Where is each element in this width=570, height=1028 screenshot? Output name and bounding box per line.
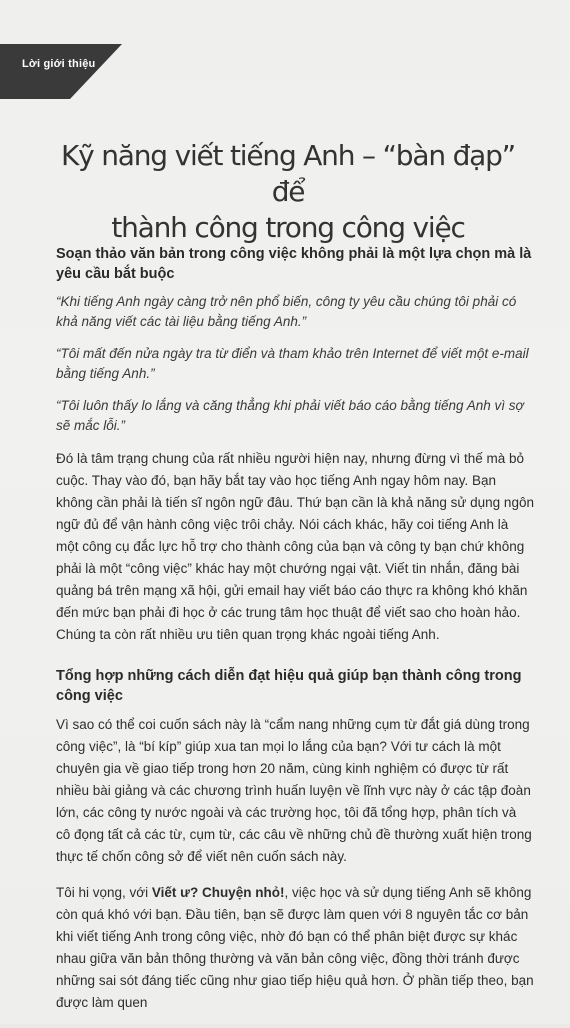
closing-text-before: Tôi hi vọng, với [56,885,152,900]
body-paragraph-2: Vì sao có thể coi cuốn sách này là “cẩm nang những cụm từ đắt giá dùng trong công việc”, là “bí kíp” giúp xua tan mọi lo lắng của bạn? Với tư cách là một chuyên gia về giao tiếp trong hơn 20 năm, cùng kinh nghiệm có được từ rất nhiều bài giảng và các chương trình huấn luyện về lĩnh vực này ở các tập đoàn lớn, các công ty nước ngoài và các trường học, tôi đã tổng hợp, phân tích và cô đọng tất cả các từ, cụm từ, các câu về những chủ đề thường xuất hiện trong thực tế chốn công sở để viết nên cuốn sách này. [56,717,532,864]
body-paragraph-3 [56,882,534,1014]
closing-text-after: , việc học và sử dụng tiếng Anh sẽ không còn quá khó với bạn. Đầu tiên, bạn sẽ được làm quen với 8 nguyên tắc cơ bản khi viết tiếng Anh trong công việc, nhờ đó bạn có thể phân biệt được sự khác nhau giữa văn bản thông thường và văn bản công việc, đồng thời tránh được những sai sót đáng tiếc cũng như giao tiếp hiệu quả hơn. Ở phần tiếp theo, bạn được làm quen [56,885,534,1010]
quote-2: “Tôi mất đến nửa ngày tra từ điển và tham khảo trên Internet để viết một e-mail bằng tiếng Anh.” [56,346,529,381]
chapter-title [60,138,516,246]
section-tab-label: Lời giới thiệu [22,58,96,70]
quote-3: “Tôi luôn thấy lo lắng và căng thẳng khi phải viết báo cáo bằng tiếng Anh vì sợ sẽ mắc lỗi.” [56,398,524,433]
section-tab [0,44,122,99]
chapter-title-line-1: Kỹ năng viết tiếng Anh – “bàn đạp” để [61,139,515,208]
section-tab-shape [0,44,122,99]
page-content [56,244,534,1028]
quote-1: “Khi tiếng Anh ngày càng trở nên phổ biến, công ty yêu cầu chúng tôi phải có khả năng viết các tài liệu bằng tiếng Anh.” [56,294,517,329]
chapter-title-line-2: thành công trong công việc [111,211,465,244]
book-title: Viết ư? Chuyện nhỏ! [151,885,285,900]
section-heading-2: Tổng hợp những cách diễn đạt hiệu quả giúp bạn thành công trong công việc [56,668,522,704]
body-paragraph-1: Đó là tâm trạng chung của rất nhiều người hiện nay, nhưng đừng vì thế mà bỏ cuộc. Thay vào đó, bạn hãy bắt tay vào học tiếng Anh ngay hôm nay. Bạn không cần phải là tiến sĩ ngôn ngữ đâu. Thứ bạn cần là khả năng sử dụng ngôn ngữ đủ để vận hành công việc trôi chảy. Nói cách khác, hãy coi tiếng Anh là một công cụ đắc lực hỗ trợ cho thành công của bạn và công ty bạn chứ không phải là một “công việc” khác hay một chướng ngại vật. Viết tin nhắn, đăng bài quảng bá trên mạng xã hội, gửi email hay viết báo cáo thực ra không khó khăn đến mức bạn phải đi học ở các trung tâm học thuật để viết sao cho hoàn hảo. Chúng ta còn rất nhiều ưu tiên quan trọng khác ngoài tiếng Anh. [56,451,534,642]
section-heading-1: Soạn thảo văn bản trong công việc không phải là một lựa chọn mà là yêu cầu bắt buộc [56,246,532,282]
